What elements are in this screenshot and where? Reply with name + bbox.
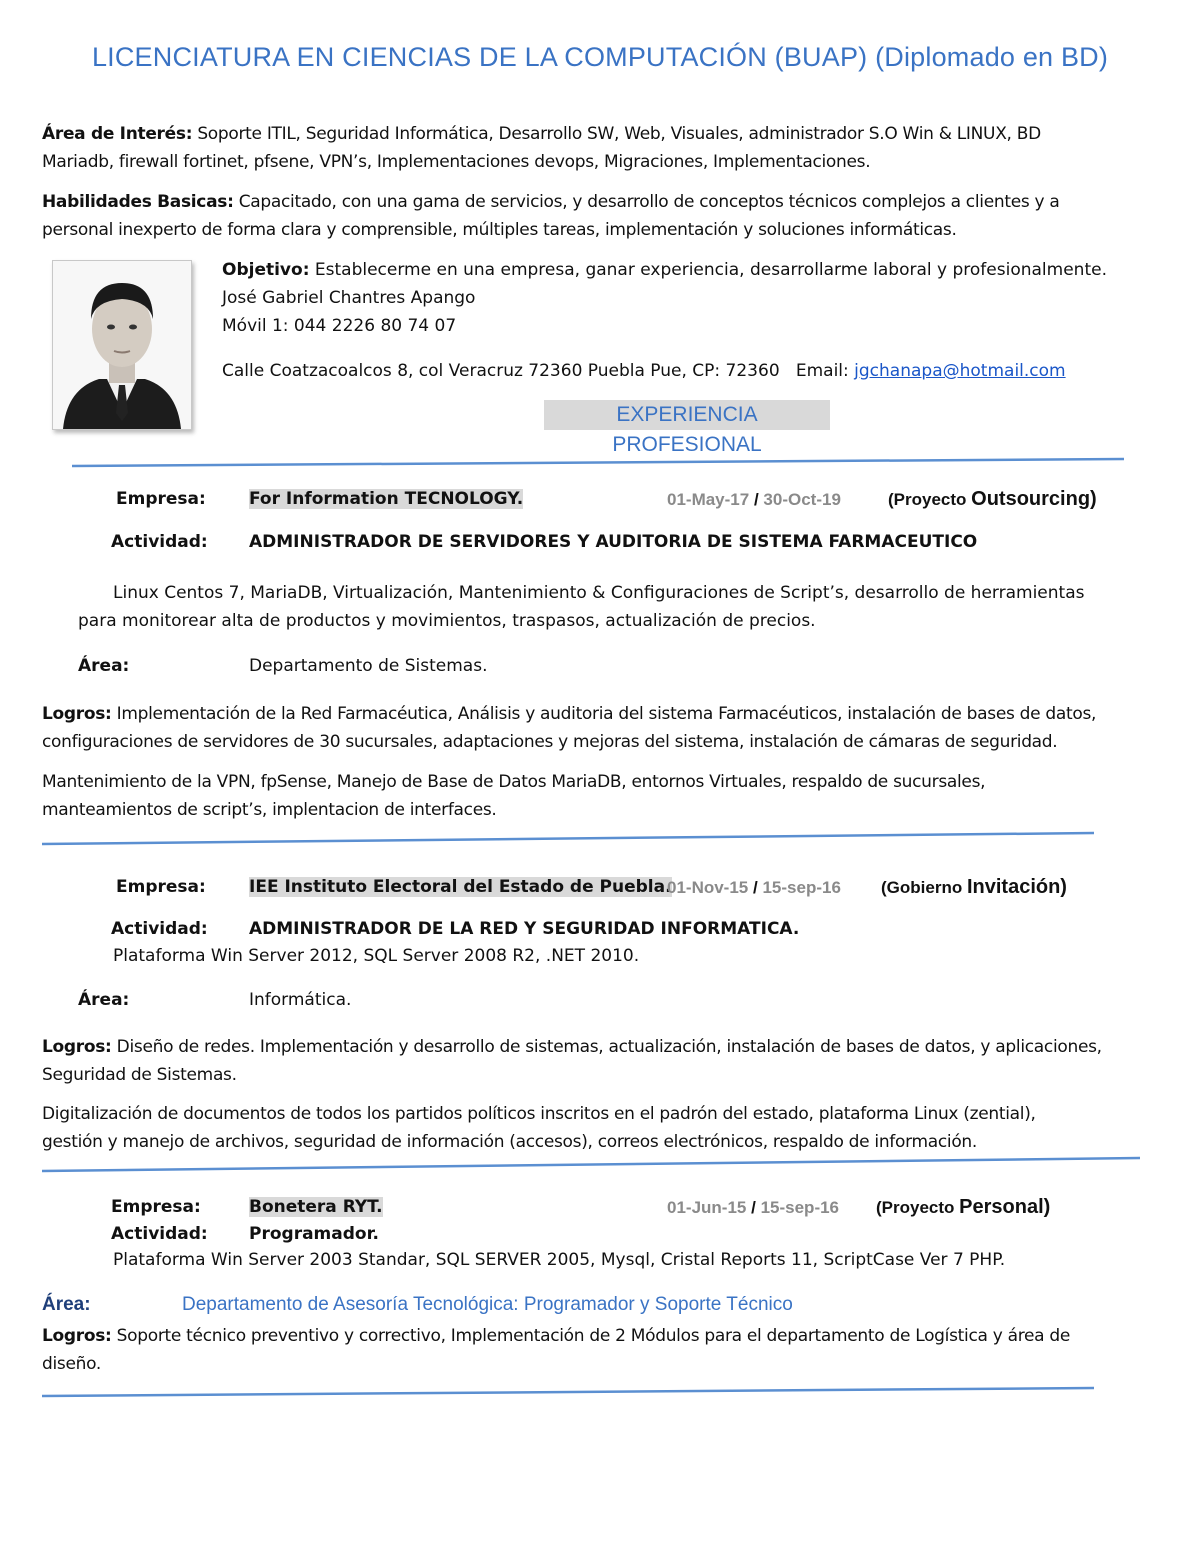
portrait-image (53, 261, 191, 429)
job3-company: Bonetera RYT. (249, 1197, 383, 1217)
job2-company: IEE Instituto Electoral del Estado de Puebla. (249, 877, 672, 897)
job3-project: (Proyecto Personal) (876, 1196, 1051, 1218)
job2-area: Informática. (249, 990, 352, 1010)
job3-area-label: Área: (42, 1294, 91, 1315)
document-title: LICENCIATURA EN CIENCIAS DE LA COMPUTACIÓN (BUAP) (Diplomado en BD) (91, 42, 1109, 72)
job1-area-label: Área: (78, 656, 130, 676)
job1-activity-label: Actividad: (111, 532, 208, 552)
job2-achievements: Logros: Diseño de redes. Implementación y desarrollo de sistemas, actualización, instalación de bases de datos, y aplicaciones, Seguridad de Sistemas. (42, 1037, 1102, 1085)
divider-1 (72, 459, 1124, 466)
address: Calle Coatzacoalcos 8, col Veracruz 72360 Puebla Pue, CP: 72360 (222, 361, 780, 381)
job2-platform: Plataforma Win Server 2012, SQL Server 2008 R2, .NET 2010. (113, 946, 640, 966)
profile-photo (52, 260, 192, 430)
job3-dates: 01-Jun-15 / 15-sep-16 (667, 1198, 840, 1217)
job2-dates: 01-Nov-15 / 15-sep-16 (667, 878, 841, 897)
phone-number: Móvil 1: 044 2226 80 74 07 (222, 316, 457, 336)
interest-line2: Mariadb, firewall fortinet, pfsene, VPN’s, Implementaciones devops, Migraciones, Implementaciones. (42, 152, 871, 172)
job1-area: Departamento de Sistemas. (249, 656, 488, 676)
objective-text: Establecerme en una empresa, ganar experiencia, desarrollarme laboral y profesionalmente. (314, 260, 1107, 280)
job1-company: For Information TECNOLOGY. (249, 489, 524, 509)
profile-block (222, 256, 1107, 340)
job3-activity: Programador. (249, 1224, 379, 1244)
email-link[interactable]: jgchanapa@hotmail.com (854, 361, 1066, 381)
divider-4 (42, 1388, 1094, 1396)
job1-dates: 01-May-17 / 30-Oct-19 (667, 490, 841, 509)
job2-activity: ADMINISTRADOR DE LA RED Y SEGURIDAD INFORMATICA. (249, 919, 800, 939)
job3-platform: Plataforma Win Server 2003 Standar, SQL SERVER 2005, Mysql, Cristal Reports 11, ScriptCase Ver 7 PHP. (113, 1250, 1006, 1270)
interest-label: Área de Interés: (42, 124, 193, 144)
divider-2 (42, 833, 1094, 844)
skills-line2: personal inexperto de forma clara y comprensible, múltiples tareas, implementación y soluciones informáticas. (42, 220, 957, 240)
divider-3 (42, 1158, 1140, 1171)
job1-desc-line2: para monitorear alta de productos y movimientos, traspasos, actualización de precios. (78, 611, 816, 631)
job1-extra: Mantenimiento de la VPN, fpSense, Manejo de Base de Datos MariaDB, entornos Virtuales, respaldo de sucursales, manteamientos de script’s, implentacion de interfaces. (42, 772, 986, 820)
job2-activity-label: Actividad: (111, 919, 208, 939)
contact-line (222, 357, 1066, 385)
skills-paragraph (42, 188, 1162, 244)
skills-label: Habilidades Basicas: (42, 192, 234, 212)
job1-company-label: Empresa: (116, 489, 206, 509)
skills-line1: Capacitado, con una gama de servicios, y desarrollo de conceptos técnicos complejos a clientes y a (238, 192, 1060, 212)
job1-achievements: Logros: Implementación de la Red Farmacéutica, Análisis y auditoria del sistema Farmacéuticos, instalación de bases de datos, configuraciones de servidores de 30 sucursales, adaptaciones y mejoras del sistema, instalación de cámaras de seguridad. (42, 704, 1097, 752)
job3-achievements: Logros: Soporte técnico preventivo y correctivo, Implementación de 2 Módulos para el departamento de Logística y área de diseño. (42, 1326, 1071, 1374)
job3-area: Departamento de Asesoría Tecnológica: Programador y Soporte Técnico (182, 1294, 793, 1315)
job2-project: (Gobierno Invitación) (881, 876, 1067, 898)
section-heading-experience: EXPERIENCIA PROFESIONAL (544, 400, 830, 430)
interest-paragraph (42, 120, 1162, 176)
job1-project: (Proyecto Outsourcing) (888, 488, 1097, 510)
job2-area-label: Área: (78, 990, 130, 1010)
objective-label: Objetivo: (222, 260, 310, 280)
job1-activity: ADMINISTRADOR DE SERVIDORES Y AUDITORIA DE SISTEMA FARMACEUTICO (249, 532, 978, 552)
job3-company-label: Empresa: (111, 1197, 201, 1217)
email-label: Email: (795, 361, 849, 381)
job2-company-label: Empresa: (116, 877, 206, 897)
job2-extra: Digitalización de documentos de todos los partidos políticos inscritos en el padrón del estado, plataforma Linux (zential), gestión y manejo de archivos, seguridad de información (accesos), correos electrónicos, respaldo de información. (42, 1104, 1036, 1152)
job1-desc-line1: Linux Centos 7, MariaDB, Virtualización, Mantenimiento & Configuraciones de Script’s, desarrollo de herramientas (113, 583, 1085, 603)
full-name: José Gabriel Chantres Apango (222, 288, 476, 308)
interest-line1: Soporte ITIL, Seguridad Informática, Desarrollo SW, Web, Visuales, administrador S.O Win & LINUX, BD (197, 124, 1041, 144)
job3-activity-label: Actividad: (111, 1224, 208, 1244)
